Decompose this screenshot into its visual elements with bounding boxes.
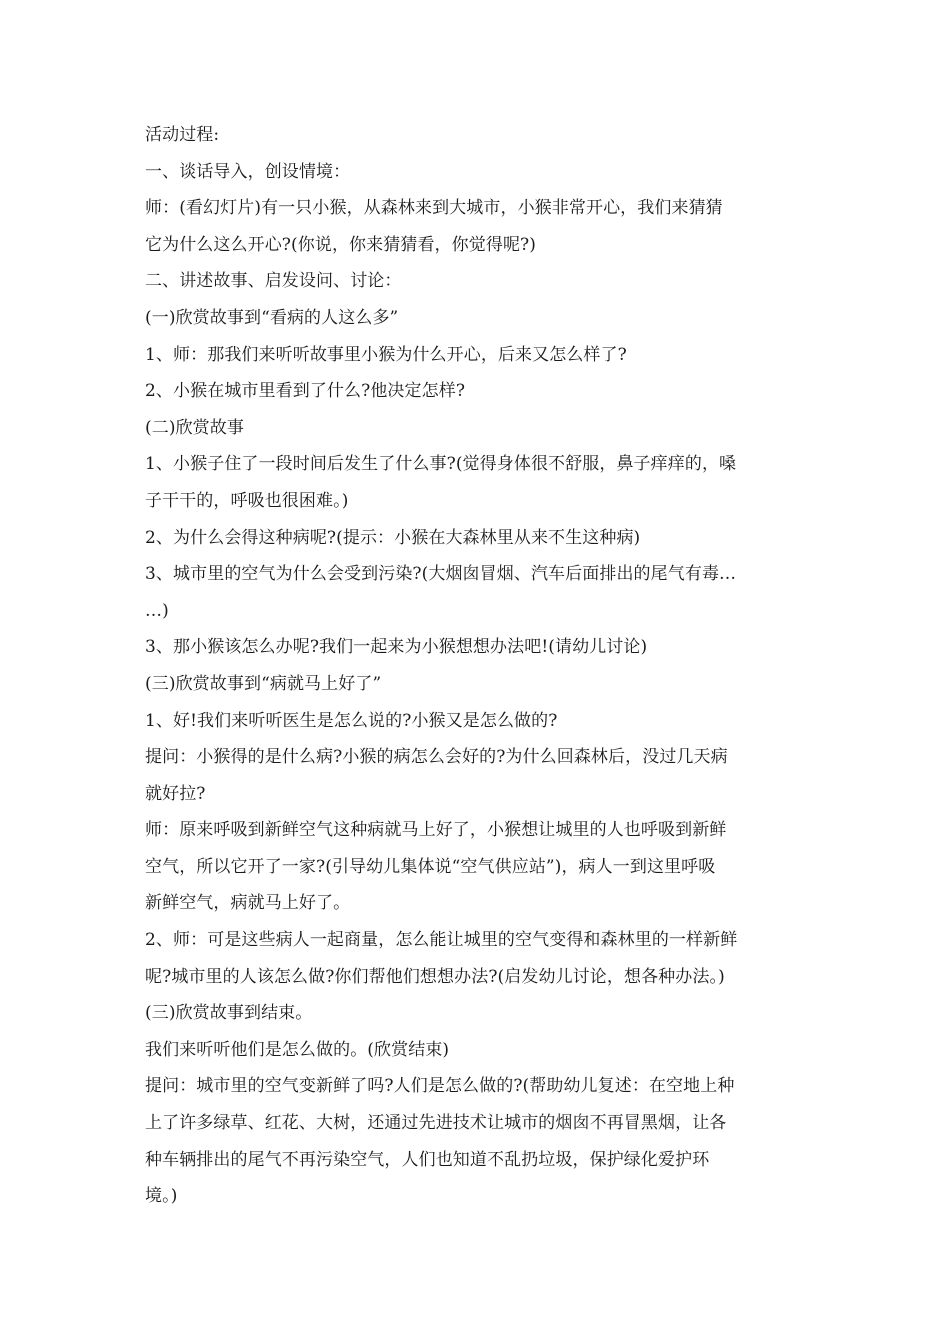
text-line: 上了许多绿草、红花、大树，还通过先进技术让城市的烟囱不再冒黑烟，让各 [145, 1113, 727, 1134]
text-line: 一、谈话导入，创设情境： [145, 161, 351, 182]
text-line: 3、城市里的空气为什么会受到污染?(大烟囱冒烟、汽车后面排出的尾气有毒… [145, 564, 737, 585]
text-line: 2、小猴在城市里看到了什么?他决定怎样? [145, 381, 466, 402]
text-line: 境。) [145, 1186, 178, 1207]
text-line: 提问：城市里的空气变新鲜了吗?人们是怎么做的?(帮助幼儿复述：在空地上种 [145, 1076, 735, 1097]
text-line: 新鲜空气，病就马上好了。 [145, 893, 351, 914]
text-line: (一)欣赏故事到“看病的人这么多” [145, 307, 399, 328]
text-line: 我们来听听他们是怎么做的。(欣赏结束) [145, 1039, 450, 1060]
text-line: 它为什么这么开心?(你说，你来猜猜看，你觉得呢?) [145, 234, 536, 255]
document-page [145, 117, 817, 1215]
text-line: 2、师：可是这些病人一起商量，怎么能让城里的空气变得和森林里的一样新鲜 [145, 930, 738, 951]
text-line: 种车辆排出的尾气不再污染空气，人们也知道不乱扔垃圾，保护绿化爱护环 [145, 1149, 710, 1170]
text-line: 师：(看幻灯片)有一只小猴，从森林来到大城市，小猴非常开心，我们来猜猜 [145, 198, 723, 219]
text-line: 就好拉? [145, 783, 206, 804]
text-line: 子干干的，呼吸也很困难。) [145, 490, 349, 511]
text-line: 1、师：那我们来听听故事里小猴为什么开心，后来又怎么样了? [145, 344, 627, 365]
text-line: 2、为什么会得这种病呢?(提示：小猴在大森林里从来不生这种病) [145, 527, 641, 548]
text-line: 空气，所以它开了一家?(引导幼儿集体说“空气供应站”)，病人一到这里呼吸 [145, 856, 716, 877]
text-line: 二、讲述故事、启发设问、讨论： [145, 271, 402, 292]
text-line: (三)欣赏故事到“病就马上好了” [145, 673, 382, 694]
text-line: 1、好!我们来听听医生是怎么说的?小猴又是怎么做的? [145, 710, 558, 731]
text-line: 提问：小猴得的是什么病?小猴的病怎么会好的?为什么回森林后，没过几天病 [145, 747, 728, 768]
text-line: 活动过程: [145, 125, 220, 145]
text-line: …) [145, 600, 169, 621]
text-line: 呢?城市里的人该怎么做?你们帮他们想想办法?(启发幼儿讨论，想各种办法。) [145, 966, 725, 987]
text-line: 3、那小猴该怎么办呢?我们一起来为小猴想想办法吧!(请幼儿讨论) [145, 637, 648, 658]
text-line: 1、小猴子住了一段时间后发生了什么事?(觉得身体很不舒服，鼻子痒痒的，嗓 [145, 454, 737, 475]
text-line: (三)欣赏故事到结束。 [145, 1003, 313, 1024]
text-line: 师：原来呼吸到新鲜空气这种病就马上好了，小猴想让城里的人也呼吸到新鲜 [145, 820, 727, 841]
text-line: (二)欣赏故事 [145, 417, 244, 438]
